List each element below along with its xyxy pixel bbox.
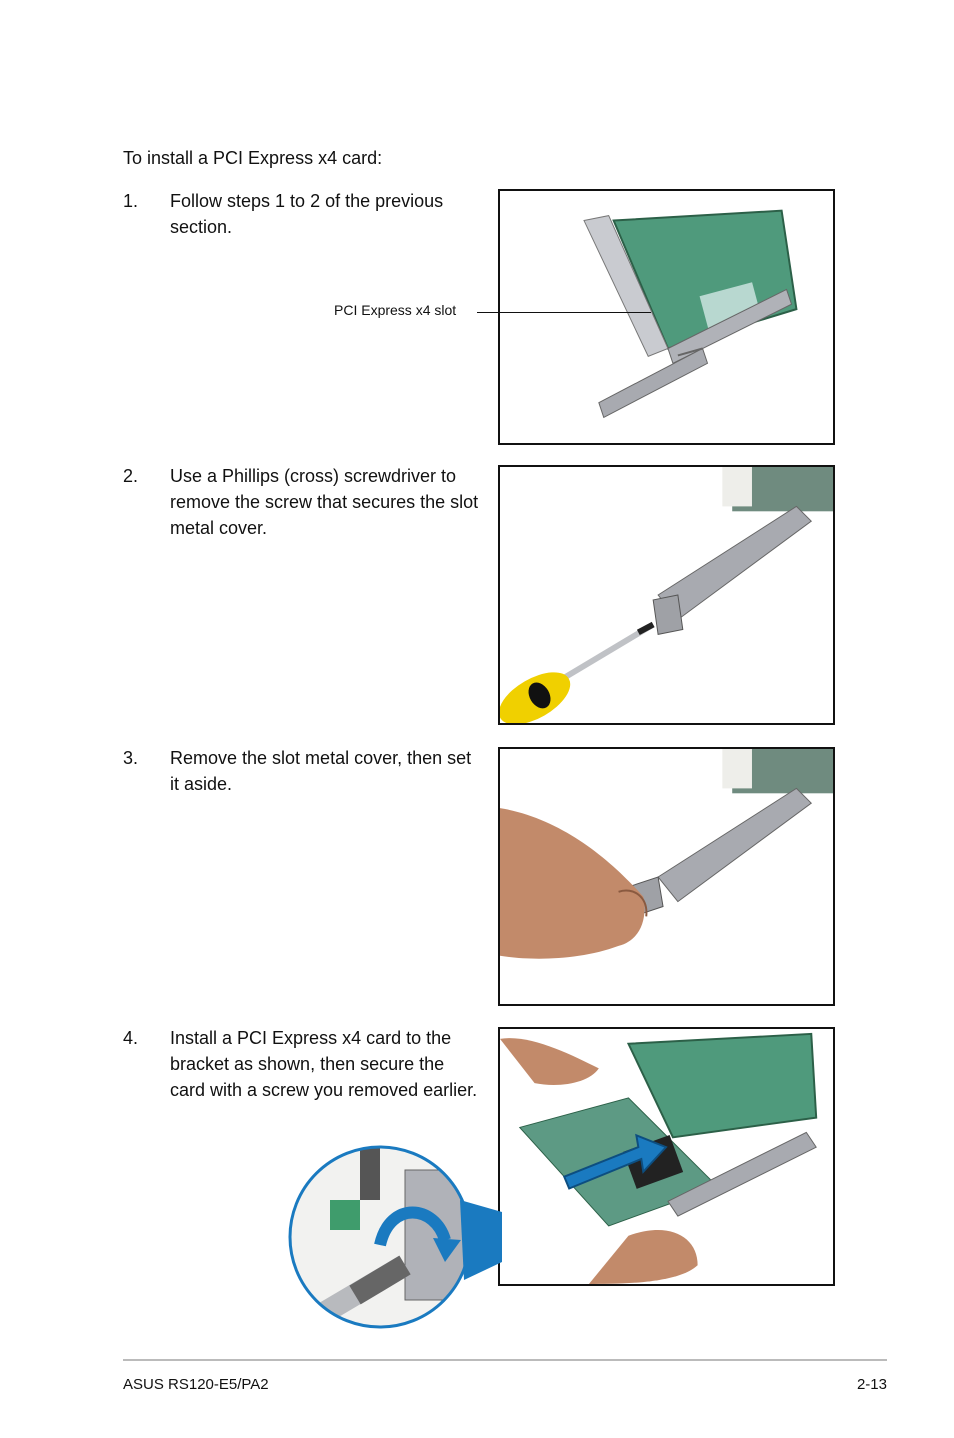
footer-divider <box>123 1359 887 1361</box>
intro-text: To install a PCI Express x4 card: <box>123 148 383 168</box>
zoom-detail-callout <box>285 1140 475 1335</box>
step-text: Use a Phillips (cross) screwdriver to remove the screw that secures the slot metal cover. <box>170 466 479 538</box>
footer-product-name: ASUS RS120-E5/PA2 <box>123 1376 269 1393</box>
step-1-photo <box>498 189 835 445</box>
step-4-photo <box>498 1027 835 1286</box>
step-text: Follow steps 1 to 2 of the previous section. <box>170 191 444 237</box>
footer-page-number: 2-13 <box>856 1376 887 1393</box>
step-number: 2. <box>123 466 139 486</box>
step-number: 1. <box>123 191 139 211</box>
step-number: 3. <box>123 748 139 768</box>
callout-label: PCI Express x4 slot <box>334 302 457 318</box>
zoom-connector <box>460 1200 502 1290</box>
step-number: 4. <box>123 1028 139 1048</box>
callout-leader-line <box>477 312 651 313</box>
step-text: Install a PCI Express x4 card to the bracket as shown, then secure the card with a screw you removed earlier. <box>170 1028 478 1100</box>
step-text: Remove the slot metal cover, then set it aside. <box>170 748 472 794</box>
step-3-photo <box>498 747 835 1006</box>
step-2-photo <box>498 465 835 725</box>
